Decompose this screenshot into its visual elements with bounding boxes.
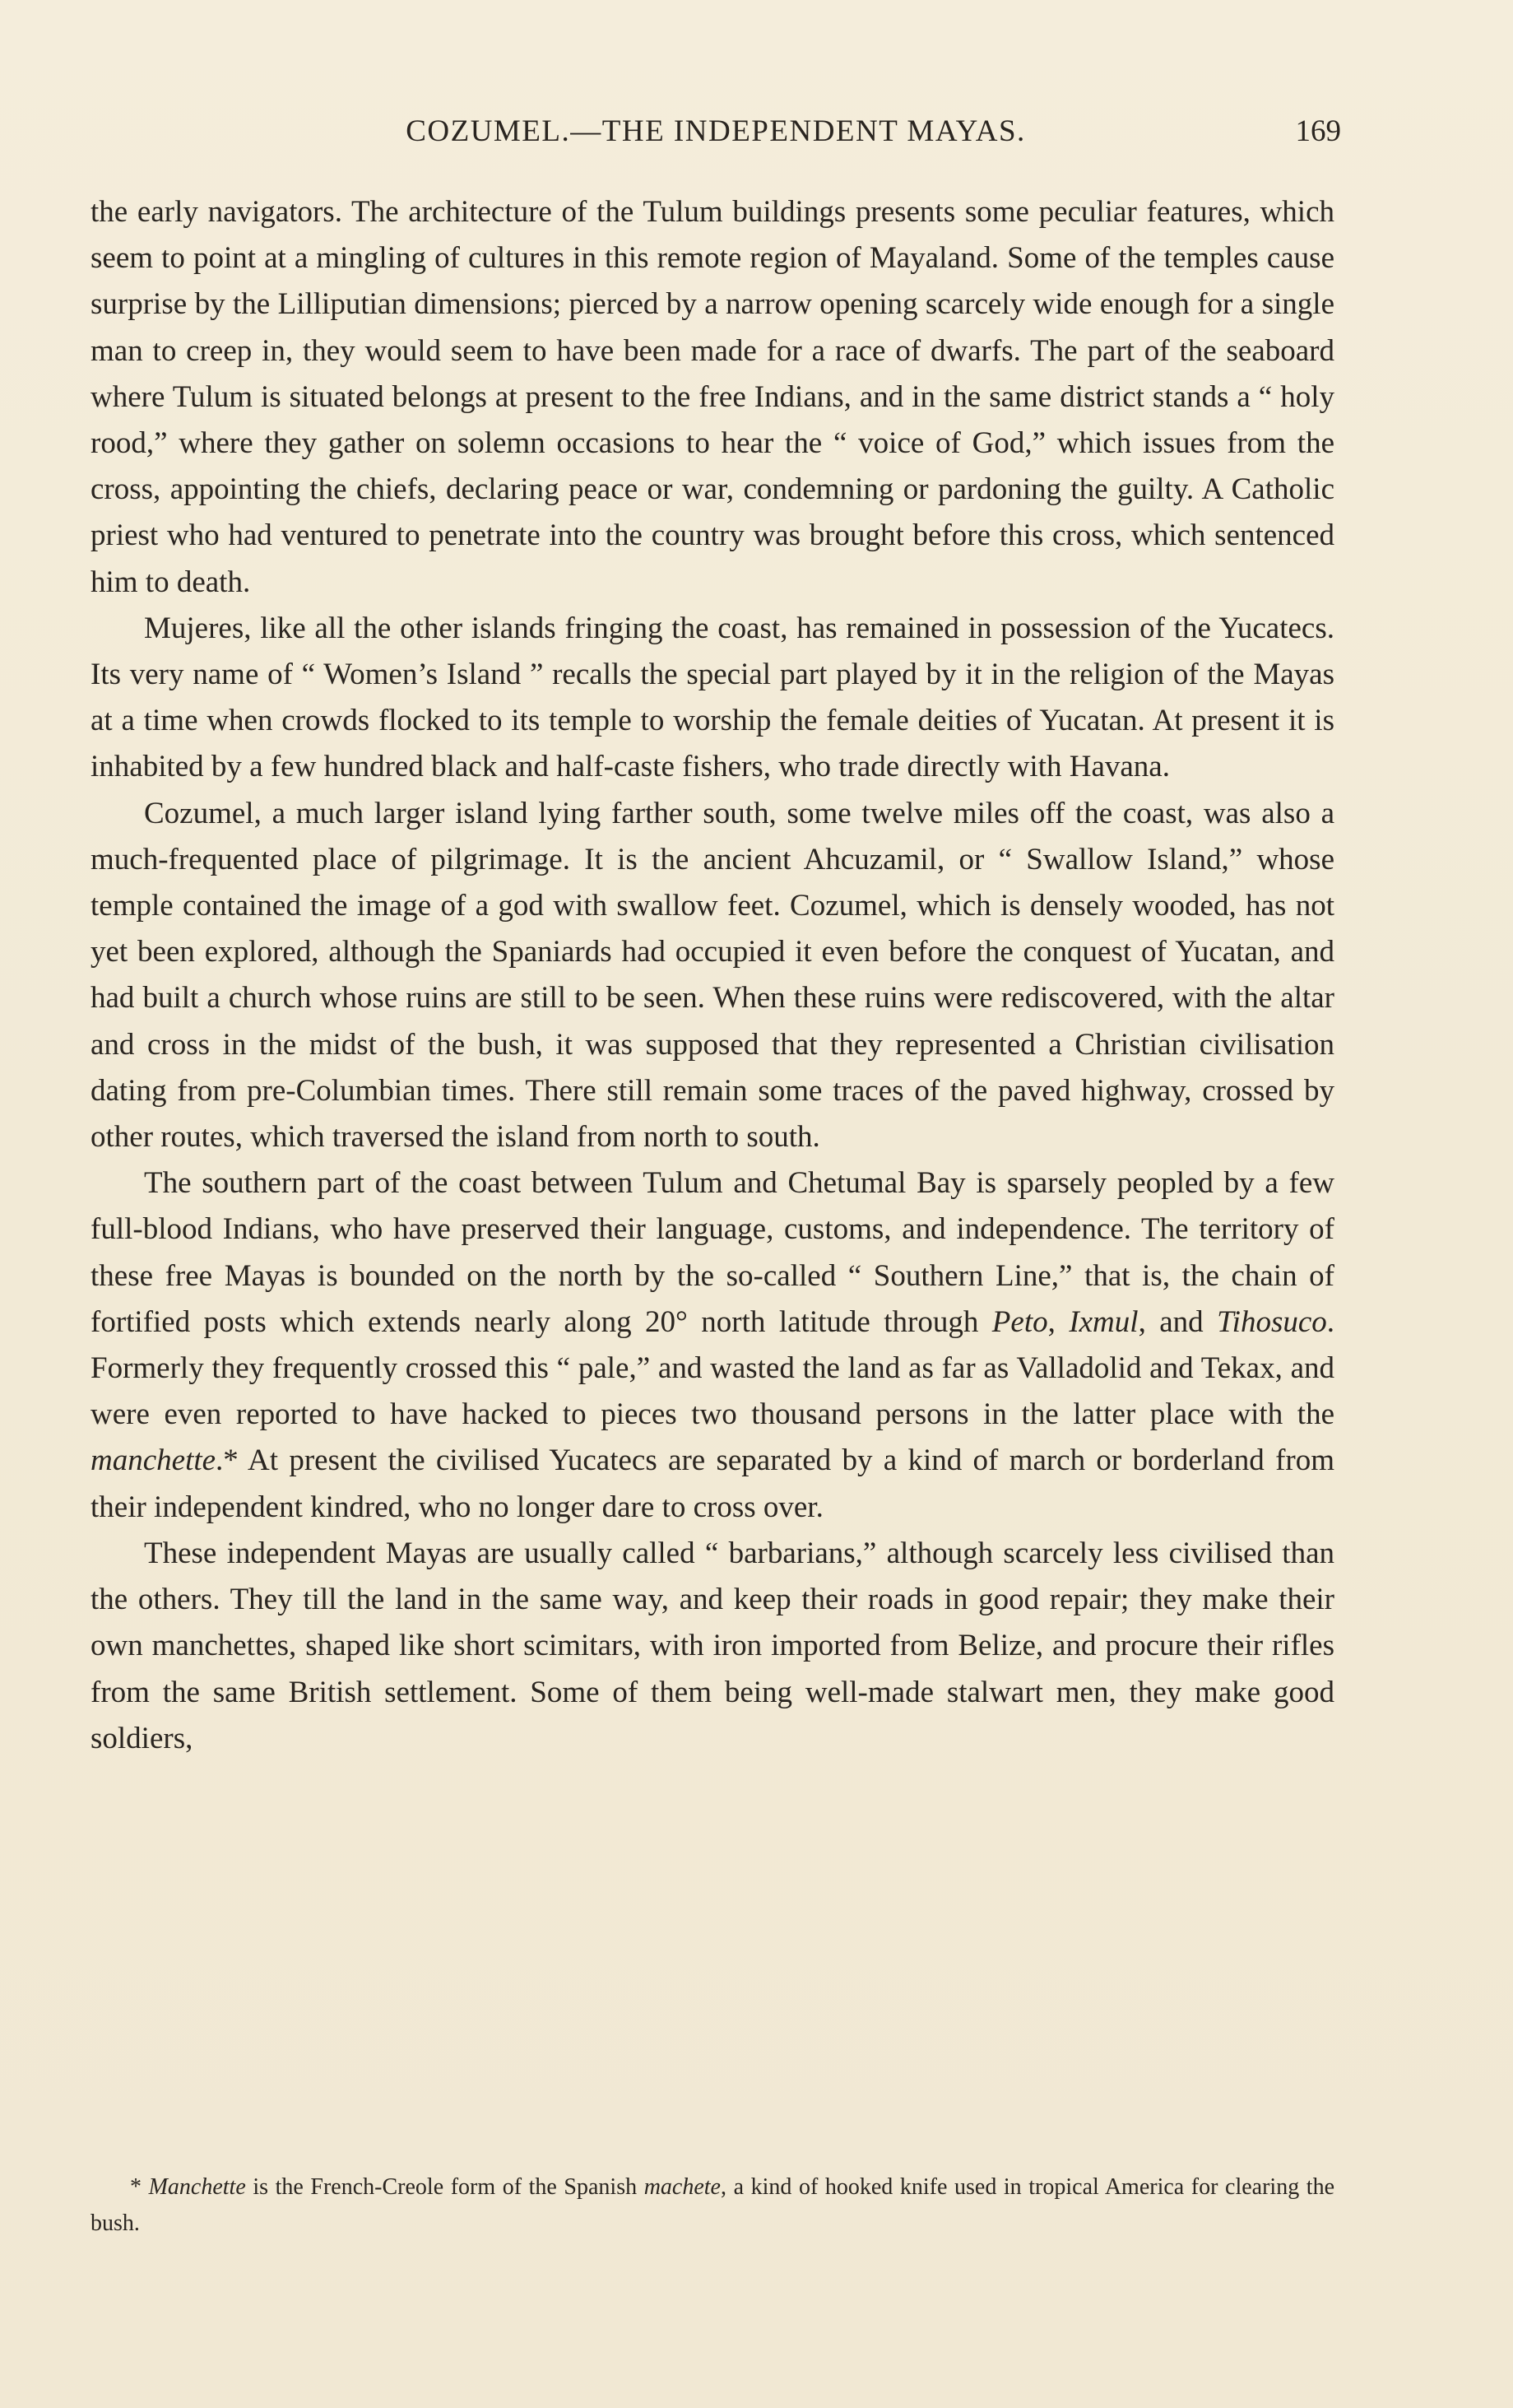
paragraph-independent-mayas: These independent Mayas are usually called “ barbarians,” although scarcely less civilised than the others. They till the land in the same way, and keep their roads in good repair; they make their own manchettes, shaped like short scimitars, with iron imported from Belize, and procure their rifles from the same British settlement. Some of them being well-made stalwart men, they make good soldiers, [91,1536,1334,1755]
page-number: 169 [1295,114,1341,148]
footnote-marker: * [130,2174,149,2200]
italic-place-name: Ixmul [1069,1304,1139,1339]
running-head [91,114,1341,163]
italic-term: machete [643,2174,721,2200]
italic-place-name: Peto [991,1304,1048,1339]
footnote-text: is the French-Creole form of the Spanish [245,2174,644,2200]
body-text [91,189,1334,1762]
italic-place-name: Tihosuco [1217,1304,1327,1339]
footnotes [91,2169,1334,2242]
footnote-marker: .* [216,1443,239,1478]
footnote [91,2169,1334,2242]
paragraph-cozumel: Cozumel, a much larger island lying farther south, some twelve miles off the coast, was also a much-frequented place of pilgrimage. It is the ancient Ahcuzamil, or “ Swallow Island,” whose temple contained the image of a god with swallow feet. Cozumel, which is densely wooded, has not yet been explored, although the Spaniards had occupied it even before the conquest of Yucatan, and had built a church whose ruins are still to be seen. When these ruins were rediscovered, with the altar and cross in the midst of the bush, it was supposed that they represented a Christian civilisation dating from pre-Columbian times. There still remain some traces of the paved highway, crossed by other routes, which traversed the island from north to south. [91,796,1334,1155]
paragraph-text: , [1047,1304,1070,1339]
paragraph-text: At present the civilised Yucatecs are separated by a kind of march or borderland from their independent kindred, who no longer dare to cross over. [91,1443,1334,1524]
paragraph-text: The southern part of the coast between Tulum and Chetumal Bay is sparsely peopled by a few full-blood Indians, who have preserved their language, customs, and independence. The territory of these free Mayas is bounded on the north by the so-called “ Southern Line,” that is, the chain of fortified posts which extends nearly along 20° north latitude through [91,1166,1334,1339]
paragraph-southern-coast [91,1160,1334,1531]
paragraph-mujeres: Mujeres, like all the other islands fringing the coast, has remained in possession of the Yucatecs. Its very name of “ Women’s Island ” recalls the special part played by it in the religion of the Mayas at a time when crowds flocked to its temple to worship the female deities of Yucatan. At present it is inhabited by a few hundred black and half-caste fishers, who trade directly with Havana. [91,611,1334,784]
paragraph-text: , and [1138,1304,1218,1339]
paragraph-tulum: the early navigators. The architecture of the Tulum buildings presents some peculiar features, which seem to point at a mingling of cultures in this remote region of Mayaland. Some of the temples cause surprise by the Lilliputian dimensions; pierced by a narrow opening scarcely wide enough for a single man to creep in, they would seem to have been made for a race of dwarfs. The part of the seaboard where Tulum is situated belongs at present to the free Indians, and in the same district stands a “ holy rood,” where they gather on solemn occasions to hear the “ voice of God,” which issues from the cross, appointing the chiefs, declaring peace or war, condemning or pardoning the guilty. A Catholic priest who had ventured to penetrate into the country was brought before this cross, which sentenced him to death. [91,195,1334,599]
running-title: COZUMEL.—THE INDEPENDENT MAYAS. [406,114,1026,148]
italic-term: manchette [91,1443,216,1478]
italic-term: Manchette [148,2174,246,2200]
footnote-text: , a kind of hooked knife used in tropical America for clearing the bush. [91,2174,1334,2236]
paragraph-text: . Formerly they frequently crossed this “ pale,” and wasted the land as far as Valladolid and Tekax, and were even reported to have hacked to pieces two thousand persons in the latter place with the [91,1304,1335,1432]
